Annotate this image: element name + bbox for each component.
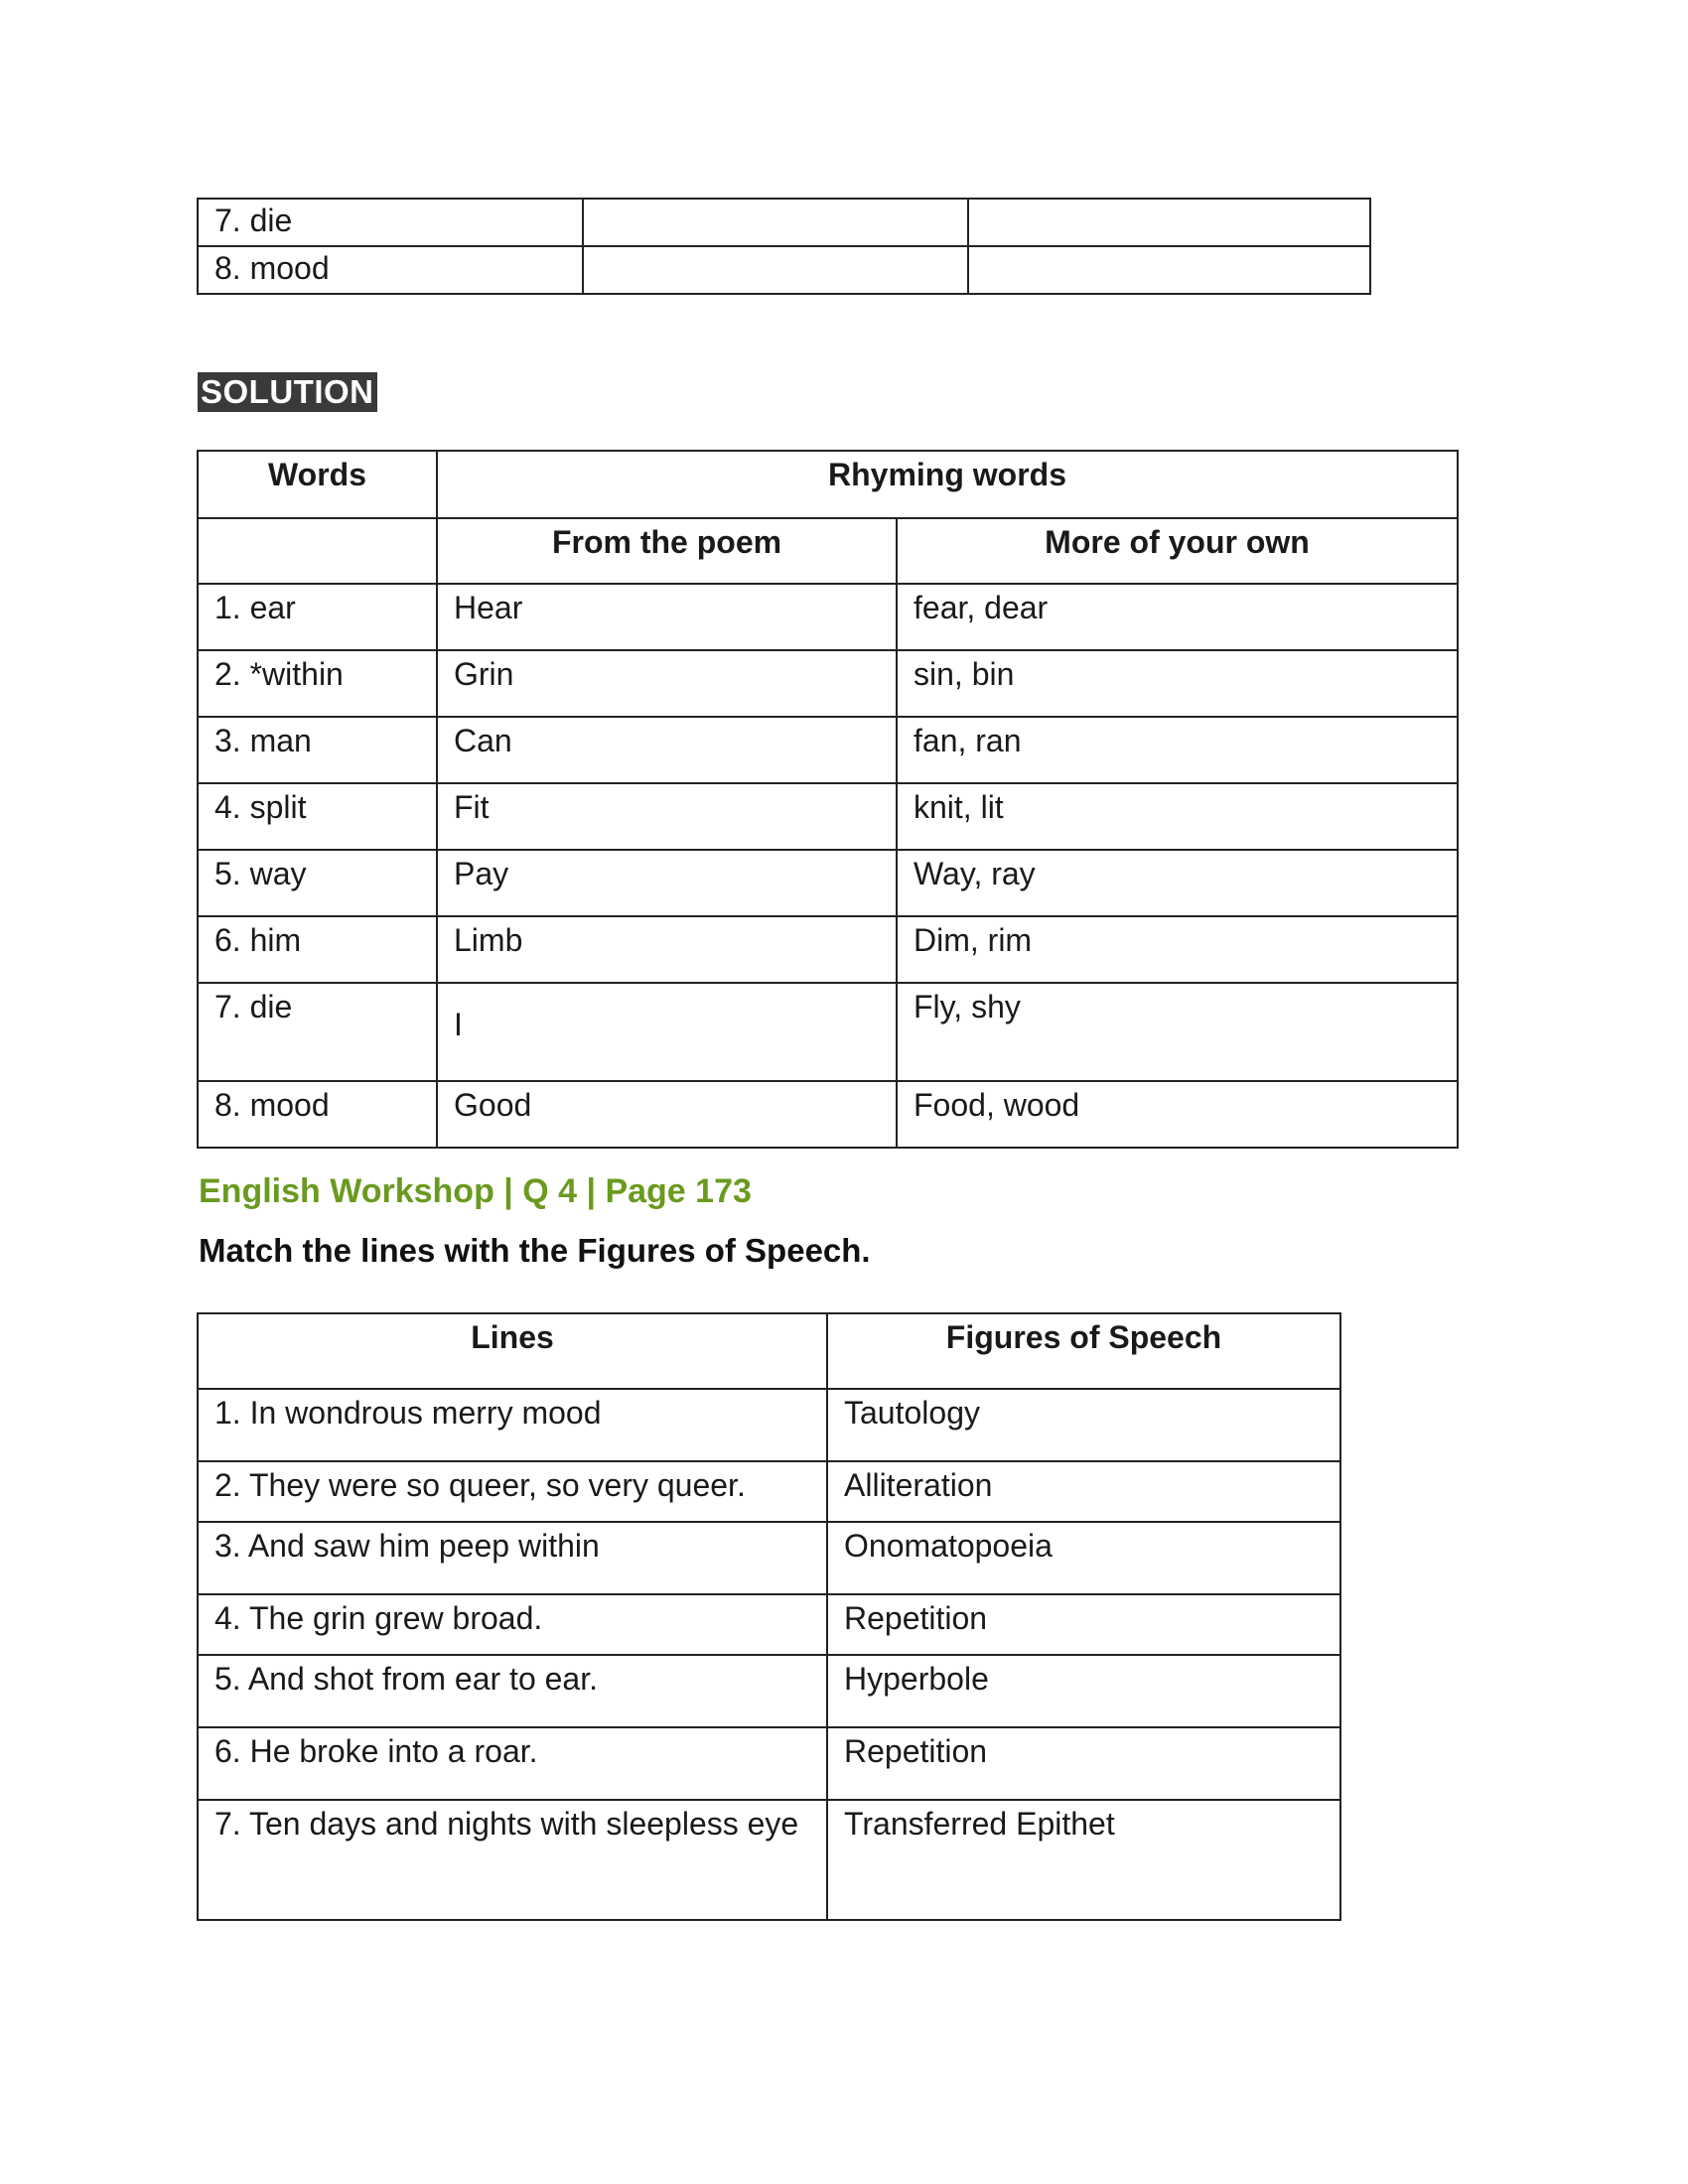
- figure-cell: Hyperbole: [827, 1655, 1340, 1727]
- poem-rhyme-cell: Grin: [437, 650, 897, 717]
- poem-rhyme-cell: Fit: [437, 783, 897, 850]
- table-header-row: [198, 1313, 1340, 1389]
- table-row: [198, 1389, 1340, 1461]
- poem-rhyme-cell: Can: [437, 717, 897, 783]
- table-row: [198, 850, 1458, 916]
- line-cell: 7. Ten days and nights with sleepless eye: [198, 1800, 827, 1920]
- own-rhyme-cell: Food, wood: [897, 1081, 1458, 1148]
- line-cell: 5. And shot from ear to ear.: [198, 1655, 827, 1727]
- line-cell: 3. And saw him peep within: [198, 1522, 827, 1594]
- word-cell: 5. way: [198, 850, 437, 916]
- table-row: [198, 916, 1458, 983]
- header-words: Words: [198, 451, 437, 518]
- word-cell: 7. die: [198, 983, 437, 1081]
- figure-cell: Tautology: [827, 1389, 1340, 1461]
- solution-label: SOLUTION: [198, 372, 377, 412]
- section-heading: English Workshop | Q 4 | Page 173: [199, 1172, 752, 1210]
- figure-cell: Onomatopoeia: [827, 1522, 1340, 1594]
- poem-rhyme-cell: Hear: [437, 584, 897, 650]
- own-rhyme-cell: fan, ran: [897, 717, 1458, 783]
- figure-cell: Repetition: [827, 1727, 1340, 1800]
- empty-cell: [198, 518, 437, 584]
- table-row: [198, 1655, 1340, 1727]
- line-cell: 2. They were so queer, so very queer.: [198, 1461, 827, 1522]
- word-cell: 1. ear: [198, 584, 437, 650]
- figure-cell: Alliteration: [827, 1461, 1340, 1522]
- word-cell: 3. man: [198, 717, 437, 783]
- header-figures-of-speech: Figures of Speech: [827, 1313, 1340, 1389]
- rhyming-words-table: [197, 450, 1459, 1149]
- table-row: [198, 1594, 1340, 1655]
- own-rhyme-cell: Fly, shy: [897, 983, 1458, 1081]
- word-cell: 6. him: [198, 916, 437, 983]
- figure-cell: Transferred Epithet: [827, 1800, 1340, 1920]
- table-row: [198, 983, 1458, 1081]
- table-header-row: [198, 451, 1458, 518]
- empty-cell: [583, 246, 968, 294]
- figure-cell: Repetition: [827, 1594, 1340, 1655]
- line-cell: 1. In wondrous merry mood: [198, 1389, 827, 1461]
- empty-cell: [968, 199, 1370, 246]
- table-row: [198, 199, 1370, 246]
- header-lines: Lines: [198, 1313, 827, 1389]
- empty-cell: [968, 246, 1370, 294]
- word-cell: 8. mood: [198, 246, 583, 294]
- table-row: [198, 783, 1458, 850]
- word-cell: 2. *within: [198, 650, 437, 717]
- table-row: [198, 1727, 1340, 1800]
- question-instruction: Match the lines with the Figures of Speech.: [199, 1232, 871, 1269]
- table-row: [198, 1461, 1340, 1522]
- table-row: [198, 1081, 1458, 1148]
- table-row: [198, 246, 1370, 294]
- table-row: [198, 650, 1458, 717]
- own-rhyme-cell: sin, bin: [897, 650, 1458, 717]
- table-row: [198, 584, 1458, 650]
- line-cell: 6. He broke into a roar.: [198, 1727, 827, 1800]
- own-rhyme-cell: fear, dear: [897, 584, 1458, 650]
- header-from-the-poem: From the poem: [437, 518, 897, 584]
- table-row: [198, 1800, 1340, 1920]
- previous-question-table: [197, 198, 1371, 295]
- table-subheader-row: [198, 518, 1458, 584]
- figures-of-speech-table: [197, 1312, 1341, 1921]
- poem-rhyme-cell: Good: [437, 1081, 897, 1148]
- own-rhyme-cell: Way, ray: [897, 850, 1458, 916]
- header-more-of-your-own: More of your own: [897, 518, 1458, 584]
- header-rhyming-words: Rhyming words: [437, 451, 1458, 518]
- poem-rhyme-cell: Pay: [437, 850, 897, 916]
- poem-rhyme-cell: I: [437, 983, 897, 1081]
- poem-rhyme-cell: Limb: [437, 916, 897, 983]
- empty-cell: [583, 199, 968, 246]
- word-cell: 8. mood: [198, 1081, 437, 1148]
- word-cell: 4. split: [198, 783, 437, 850]
- own-rhyme-cell: Dim, rim: [897, 916, 1458, 983]
- line-cell: 4. The grin grew broad.: [198, 1594, 827, 1655]
- word-cell: 7. die: [198, 199, 583, 246]
- table-row: [198, 717, 1458, 783]
- table-row: [198, 1522, 1340, 1594]
- own-rhyme-cell: knit, lit: [897, 783, 1458, 850]
